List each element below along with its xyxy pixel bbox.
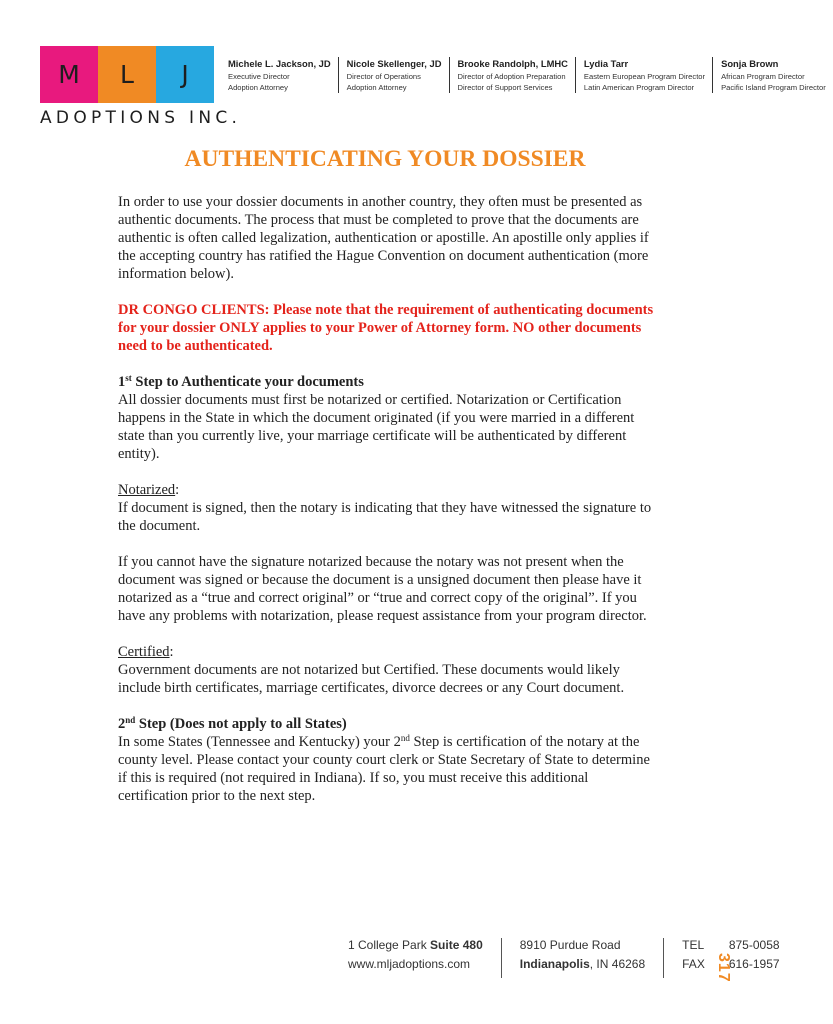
step2-heading bbox=[118, 716, 347, 732]
staff-role: Adoption Attorney bbox=[346, 83, 407, 92]
company-logo bbox=[40, 46, 214, 103]
footer-address-line bbox=[348, 936, 483, 955]
staff-role: Adoption Attorney bbox=[228, 83, 288, 92]
notarized-text: If document is signed, then the notary is indicating that they have witnessed the signature to the document. bbox=[118, 500, 652, 534]
step1-number: 1 bbox=[118, 374, 126, 390]
website-link[interactable]: www.mljadoptions.com bbox=[348, 957, 471, 971]
notarized-section bbox=[118, 481, 654, 535]
staff-role: Latin American Program Director bbox=[583, 83, 695, 92]
step2-text-b: Step is certification of the notary at the county level. Please contact your county court clerk or State Secretary of State to determine if this is required (not required in Indiana). If so, you must receive this additional certification prior to the next step. bbox=[118, 734, 650, 804]
step2-heading-text: Step (Does not apply to all States) bbox=[135, 716, 347, 732]
city-name: Indianapolis bbox=[519, 957, 590, 971]
notarized-label: Notarized bbox=[118, 482, 176, 498]
logo-subtitle: ADOPTIONS INC. bbox=[40, 108, 242, 128]
fax-number: 616-1957 bbox=[728, 957, 780, 971]
congo-notice: DR CONGO CLIENTS: Please note that the requirement of authenticating documents for your dossier ONLY applies to your Power of Attorney form. NO other documents need to be authenticated. bbox=[118, 302, 654, 354]
staff-name: Michele L. Jackson, JD bbox=[228, 58, 331, 69]
staff-role: African Program Director bbox=[721, 72, 805, 81]
staff-member bbox=[712, 57, 833, 93]
staff-name: Lydia Tarr bbox=[583, 58, 629, 69]
document-body bbox=[118, 193, 654, 823]
staff-role: Executive Director bbox=[228, 72, 290, 81]
street-address: 1 College Park bbox=[348, 938, 431, 952]
street-address-2: 8910 Purdue Road bbox=[519, 938, 621, 952]
staff-name: Brooke Randolph, LMHC bbox=[457, 58, 568, 69]
step1-heading bbox=[118, 374, 364, 390]
staff-name: Sonja Brown bbox=[721, 58, 779, 69]
logo-letter-l: L bbox=[98, 46, 156, 103]
intro-paragraph: In order to use your dossier documents in another country, they often must be presented as authentic documents. The process that must be completed to prove that the documents are authentic is often called legalization, authentication or apostille. An apostille only applies if the accepting country has ratified the Hague Convention on document authentication (more information below). bbox=[118, 194, 649, 282]
step2-section bbox=[118, 715, 654, 805]
contact-footer bbox=[348, 936, 780, 983]
area-code: 317 bbox=[714, 953, 732, 983]
staff-list bbox=[228, 57, 833, 93]
footer-address bbox=[348, 936, 483, 978]
step2-number: 2 bbox=[118, 716, 126, 732]
staff-role: Director of Adoption Preparation bbox=[457, 72, 566, 81]
logo-letter-j: J bbox=[156, 46, 214, 103]
city-line bbox=[520, 955, 645, 974]
fax-label: FAX bbox=[682, 957, 705, 971]
staff-role: Director of Operations bbox=[346, 72, 421, 81]
step1-section bbox=[118, 373, 654, 463]
certified-section bbox=[118, 643, 654, 697]
certified-colon: : bbox=[169, 644, 174, 660]
step2-text-a: In some States (Tennessee and Kentucky) your 2 bbox=[118, 734, 401, 750]
phone-numbers bbox=[729, 936, 780, 978]
certified-label: Certified bbox=[118, 644, 170, 660]
step2-ordinal: nd bbox=[125, 715, 136, 725]
step1-ordinal: st bbox=[125, 373, 132, 383]
staff-role: Eastern European Program Director bbox=[583, 72, 706, 81]
footer-phones bbox=[682, 936, 780, 983]
staff-member bbox=[449, 57, 575, 93]
step1-text: All dossier documents must first be notarized or certified. Notarization or Certification happens in the State in which the document originated (if you were married in a different state than you currently live, your marriage certificate will be authenticated by different entity). bbox=[118, 392, 635, 462]
footer-divider bbox=[663, 938, 664, 978]
staff-member bbox=[338, 57, 449, 93]
staff-role: Director of Support Services bbox=[457, 83, 553, 92]
notarized-colon: : bbox=[175, 482, 180, 498]
notarize-help-paragraph: If you cannot have the signature notarized because the notary was not present when the document was signed or because the document is a unsigned document then please have it notarized as a “true and correct original” or “true and correct copy of the original”. If you have any problems with notarization, please request assistance from your program director. bbox=[118, 554, 647, 624]
certified-text: Government documents are not notarized but Certified. These documents would likely include birth certificates, marriage certificates, divorce decrees or any Court document. bbox=[118, 662, 625, 696]
staff-role: Pacific Island Program Director bbox=[721, 83, 826, 92]
suite-number: Suite 480 bbox=[430, 938, 483, 952]
footer-divider bbox=[501, 938, 502, 978]
footer-address-2 bbox=[520, 936, 645, 978]
staff-name: Nicole Skellenger, JD bbox=[346, 58, 442, 69]
page-title: AUTHENTICATING YOUR DOSSIER bbox=[184, 146, 586, 172]
state-zip: , IN 46268 bbox=[589, 957, 646, 971]
step1-heading-text: Step to Authenticate your documents bbox=[131, 374, 364, 390]
staff-member bbox=[575, 57, 712, 93]
logo-letter-m: M bbox=[40, 46, 98, 103]
step2-text-ordinal: nd bbox=[400, 733, 410, 743]
staff-member bbox=[228, 57, 338, 93]
tel-label: TEL bbox=[682, 938, 705, 952]
tel-number[interactable]: 875-0058 bbox=[728, 938, 780, 952]
